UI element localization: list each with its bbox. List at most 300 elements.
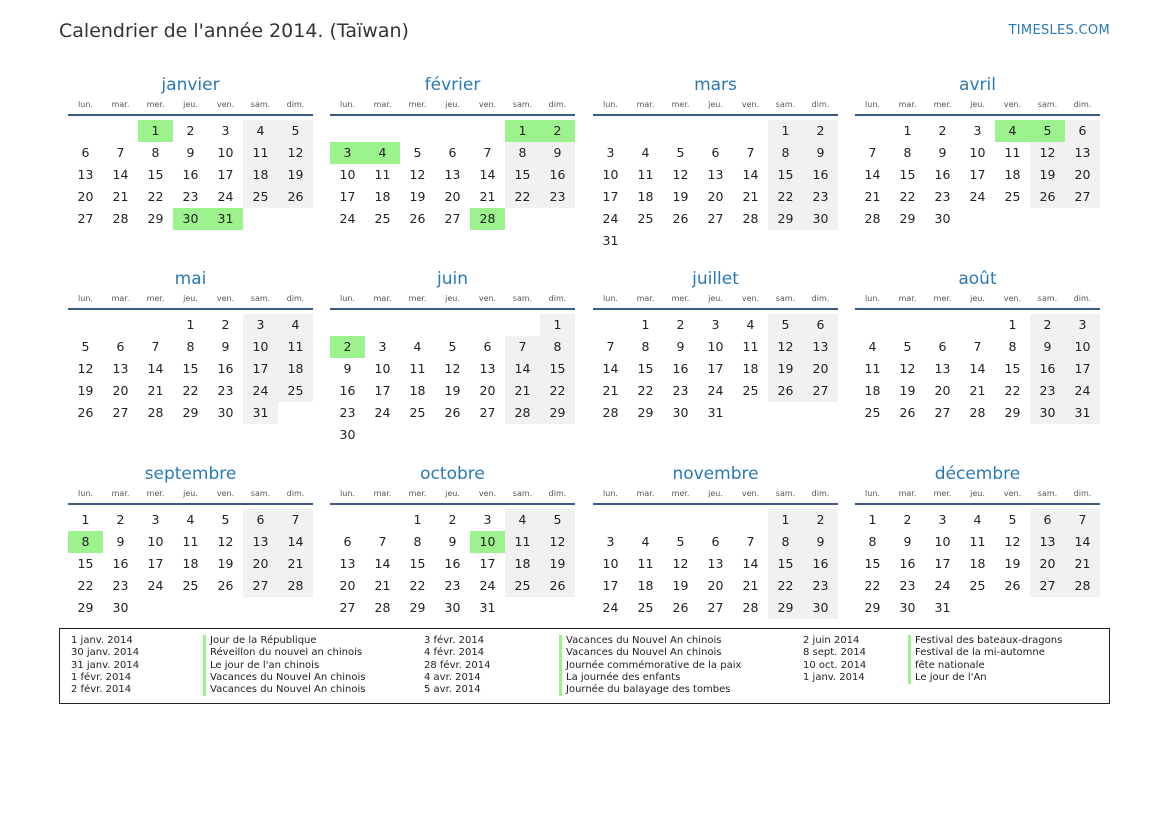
weekday-label: mer.: [408, 489, 427, 498]
legend-dates-col-1: [71, 635, 139, 696]
day-cell: 16: [444, 556, 461, 571]
month-8: [855, 268, 1100, 424]
legend-holiday-name: Journée du balayage des tombes: [559, 684, 741, 696]
day-cell: 5: [903, 339, 912, 354]
day-cell: 7: [483, 145, 492, 160]
weekday-label: lun.: [603, 489, 618, 498]
day-cell: 22: [768, 575, 803, 597]
day-grid: [68, 116, 313, 230]
weekday-label: mer.: [146, 489, 165, 498]
day-cell: 29: [899, 211, 916, 226]
day-cell: 23: [672, 383, 689, 398]
day-cell: 7: [1065, 509, 1100, 531]
day-cell: 29: [182, 405, 199, 420]
site-logo[interactable]: TIMESLES.COM: [1008, 23, 1110, 38]
day-cell: 16: [1030, 358, 1065, 380]
legend-date: 3 févr. 2014: [424, 635, 485, 646]
weekday-label: dim.: [548, 294, 567, 303]
empty-cell: [663, 509, 698, 531]
day-cell: 8: [505, 142, 540, 164]
day-cell: 30: [1030, 402, 1065, 424]
day-cell: 30: [803, 597, 838, 619]
weekday-label: mar.: [898, 489, 917, 498]
day-cell: 22: [864, 578, 881, 593]
day-cell: 6: [1030, 509, 1065, 531]
day-cell: 10: [147, 534, 164, 549]
empty-cell: [628, 509, 663, 531]
day-cell: 19: [1004, 556, 1021, 571]
weekday-label: mer.: [933, 100, 952, 109]
day-cell: 18: [505, 553, 540, 575]
day-cell: 4: [868, 339, 877, 354]
day-cell: 13: [707, 167, 724, 182]
day-cell: 3: [243, 314, 278, 336]
day-grid: [330, 116, 575, 230]
weekday-label: mar.: [111, 294, 130, 303]
holiday-day-cell: 1: [138, 120, 173, 142]
weekday-label: ven.: [478, 100, 497, 109]
day-cell: 22: [540, 380, 575, 402]
day-cell: 24: [374, 405, 391, 420]
month-7: [593, 268, 838, 424]
day-cell: 14: [479, 167, 496, 182]
day-cell: 18: [637, 578, 654, 593]
day-cell: 29: [768, 208, 803, 230]
day-cell: 24: [243, 380, 278, 402]
day-cell: 14: [602, 361, 619, 376]
holiday-day-cell: 3: [330, 142, 365, 164]
day-cell: 25: [243, 186, 278, 208]
day-cell: 28: [374, 600, 391, 615]
holiday-legend: [59, 628, 1110, 704]
legend-date: 8 sept. 2014: [803, 647, 866, 659]
day-cell: 17: [243, 358, 278, 380]
day-cell: 17: [1065, 358, 1100, 380]
month-12: [855, 463, 1100, 619]
weekday-label: jeu.: [445, 489, 460, 498]
weekday-label: dim.: [548, 100, 567, 109]
empty-cell: [505, 314, 540, 336]
day-cell: 24: [602, 600, 619, 615]
day-cell: 23: [934, 189, 951, 204]
day-cell: 9: [116, 534, 125, 549]
day-cell: 16: [803, 553, 838, 575]
weekday-header: [855, 292, 1100, 310]
holiday-day-cell: 5: [1030, 120, 1065, 142]
day-cell: 6: [711, 534, 720, 549]
day-cell: 26: [672, 600, 689, 615]
empty-cell: [365, 120, 400, 142]
weekday-label: dim.: [286, 294, 305, 303]
day-cell: 30: [112, 600, 129, 615]
day-cell: 31: [243, 402, 278, 424]
day-cell: 28: [505, 402, 540, 424]
holiday-day-cell: 31: [208, 208, 243, 230]
day-cell: 27: [707, 211, 724, 226]
holiday-day-cell: 28: [470, 208, 505, 230]
month-name: août: [958, 269, 997, 289]
holiday-day-cell: 1: [505, 120, 540, 142]
day-cell: 25: [182, 578, 199, 593]
weekday-header: [330, 292, 575, 310]
empty-cell: [330, 120, 365, 142]
empty-cell: [138, 314, 173, 336]
empty-cell: [733, 120, 768, 142]
day-cell: 6: [711, 145, 720, 160]
day-cell: 25: [864, 405, 881, 420]
day-cell: 31: [479, 600, 496, 615]
weekday-label: jeu.: [970, 489, 985, 498]
weekday-label: dim.: [286, 489, 305, 498]
day-cell: 3: [378, 339, 387, 354]
day-cell: 26: [77, 405, 94, 420]
day-cell: 17: [374, 383, 391, 398]
day-cell: 12: [278, 142, 313, 164]
day-cell: 22: [77, 578, 94, 593]
day-cell: 17: [602, 578, 619, 593]
day-cell: 15: [864, 556, 881, 571]
day-cell: 1: [868, 512, 877, 527]
day-cell: 21: [969, 383, 986, 398]
weekday-label: mer.: [671, 489, 690, 498]
day-cell: 15: [505, 164, 540, 186]
empty-cell: [330, 314, 365, 336]
day-cell: 26: [278, 186, 313, 208]
empty-cell: [435, 120, 470, 142]
day-cell: 3: [973, 123, 982, 138]
day-cell: 17: [479, 556, 496, 571]
day-cell: 11: [1004, 145, 1021, 160]
weekday-header: [68, 292, 313, 310]
day-cell: 14: [864, 167, 881, 182]
weekday-label: sam.: [1037, 100, 1058, 109]
day-cell: 2: [938, 123, 947, 138]
day-cell: 1: [186, 317, 195, 332]
day-cell: 29: [1004, 405, 1021, 420]
day-cell: 15: [182, 361, 199, 376]
day-cell: 15: [409, 556, 426, 571]
day-cell: 11: [278, 336, 313, 358]
day-cell: 24: [707, 383, 724, 398]
holiday-day-cell: 4: [365, 142, 400, 164]
day-grid: [593, 310, 838, 424]
day-cell: 21: [864, 189, 881, 204]
day-cell: 5: [676, 534, 685, 549]
day-cell: 28: [602, 405, 619, 420]
weekday-label: mar.: [373, 100, 392, 109]
day-cell: 19: [540, 553, 575, 575]
month-name: février: [424, 75, 481, 95]
day-cell: 19: [77, 383, 94, 398]
day-cell: 27: [243, 575, 278, 597]
day-cell: 21: [742, 578, 759, 593]
weekday-label: dim.: [1073, 294, 1092, 303]
day-cell: 6: [803, 314, 838, 336]
weekday-label: sam.: [1037, 294, 1058, 303]
day-cell: 29: [540, 402, 575, 424]
day-cell: 17: [147, 556, 164, 571]
day-cell: 2: [803, 509, 838, 531]
empty-cell: [593, 314, 628, 336]
day-cell: 5: [278, 120, 313, 142]
month-6: [330, 268, 575, 446]
day-grid: [593, 505, 838, 619]
empty-cell: [698, 509, 733, 531]
legend-date: 1 janv. 2014: [71, 635, 133, 646]
legend-date: 1 janv. 2014: [803, 671, 865, 683]
day-cell: 14: [742, 167, 759, 182]
legend-date: 1 févr. 2014: [71, 671, 132, 683]
day-cell: 29: [409, 600, 426, 615]
day-cell: 9: [448, 534, 457, 549]
day-cell: 2: [903, 512, 912, 527]
day-cell: 20: [934, 383, 951, 398]
month-name: septembre: [144, 464, 237, 484]
day-cell: 30: [217, 405, 234, 420]
weekday-label: mar.: [111, 100, 130, 109]
weekday-label: dim.: [286, 100, 305, 109]
legend-names-col-3: [908, 635, 1062, 684]
legend-date: 2 juin 2014: [803, 635, 860, 646]
day-cell: 21: [505, 380, 540, 402]
day-cell: 2: [448, 512, 457, 527]
weekday-label: dim.: [1073, 100, 1092, 109]
weekday-label: dim.: [1073, 489, 1092, 498]
legend-names-col-1: [203, 635, 365, 696]
day-cell: 24: [602, 211, 619, 226]
weekday-label: mer.: [146, 100, 165, 109]
day-cell: 11: [742, 339, 759, 354]
day-cell: 6: [448, 145, 457, 160]
day-cell: 28: [278, 575, 313, 597]
day-cell: 8: [641, 339, 650, 354]
weekday-label: jeu.: [183, 100, 198, 109]
day-cell: 4: [243, 120, 278, 142]
weekday-label: lun.: [78, 489, 93, 498]
month-name: janvier: [161, 75, 220, 95]
day-cell: 11: [505, 531, 540, 553]
day-cell: 20: [243, 553, 278, 575]
legend-dates-col-2: [424, 635, 491, 696]
legend-date: 31 janv. 2014: [71, 659, 140, 671]
day-cell: 14: [742, 556, 759, 571]
weekday-label: mar.: [636, 294, 655, 303]
day-cell: 12: [444, 361, 461, 376]
weekday-header: [593, 98, 838, 116]
day-cell: 31: [1065, 402, 1100, 424]
day-cell: 9: [803, 142, 838, 164]
weekday-label: sam.: [775, 489, 796, 498]
day-cell: 28: [742, 600, 759, 615]
legend-date: 4 avr. 2014: [424, 671, 481, 683]
day-cell: 16: [672, 361, 689, 376]
empty-cell: [593, 120, 628, 142]
weekday-header: [855, 487, 1100, 505]
day-cell: 4: [641, 534, 650, 549]
legend-holiday-name: La journée des enfants: [559, 672, 741, 684]
day-cell: 16: [934, 167, 951, 182]
weekday-label: sam.: [1037, 489, 1058, 498]
empty-cell: [365, 509, 400, 531]
weekday-label: lun.: [340, 100, 355, 109]
day-cell: 7: [868, 145, 877, 160]
day-cell: 17: [707, 361, 724, 376]
day-cell: 24: [1065, 380, 1100, 402]
day-cell: 11: [243, 142, 278, 164]
day-cell: 22: [182, 383, 199, 398]
day-cell: 17: [969, 167, 986, 182]
day-cell: 7: [746, 534, 755, 549]
day-cell: 9: [676, 339, 685, 354]
day-cell: 5: [413, 145, 422, 160]
day-cell: 29: [637, 405, 654, 420]
day-cell: 11: [374, 167, 391, 182]
weekday-label: mer.: [146, 294, 165, 303]
day-cell: 14: [969, 361, 986, 376]
weekday-label: mar.: [373, 489, 392, 498]
weekday-label: mar.: [636, 100, 655, 109]
weekday-label: jeu.: [708, 294, 723, 303]
day-cell: 7: [746, 145, 755, 160]
day-cell: 21: [602, 383, 619, 398]
day-cell: 16: [339, 383, 356, 398]
day-cell: 1: [1008, 317, 1017, 332]
day-cell: 28: [112, 211, 129, 226]
day-cell: 25: [278, 380, 313, 402]
day-cell: 17: [217, 167, 234, 182]
legend-date: 2 févr. 2014: [71, 684, 132, 696]
day-cell: 26: [1004, 578, 1021, 593]
day-cell: 27: [444, 211, 461, 226]
month-name: avril: [959, 75, 996, 95]
day-cell: 3: [483, 512, 492, 527]
day-cell: 11: [864, 361, 881, 376]
day-cell: 19: [1030, 164, 1065, 186]
day-cell: 3: [938, 512, 947, 527]
day-cell: 26: [1030, 186, 1065, 208]
day-cell: 25: [637, 600, 654, 615]
empty-cell: [330, 509, 365, 531]
day-cell: 26: [444, 405, 461, 420]
day-cell: 23: [339, 405, 356, 420]
weekday-label: mar.: [373, 294, 392, 303]
weekday-label: dim.: [548, 489, 567, 498]
month-1: [68, 74, 313, 230]
day-cell: 13: [934, 361, 951, 376]
day-cell: 16: [540, 164, 575, 186]
day-cell: 19: [768, 358, 803, 380]
day-cell: 24: [147, 578, 164, 593]
day-cell: 10: [374, 361, 391, 376]
empty-cell: [663, 120, 698, 142]
day-cell: 15: [899, 167, 916, 182]
day-cell: 3: [606, 534, 615, 549]
day-cell: 18: [278, 358, 313, 380]
weekday-label: ven.: [1003, 294, 1022, 303]
day-grid: [855, 310, 1100, 424]
day-cell: 27: [1065, 186, 1100, 208]
day-cell: 20: [77, 189, 94, 204]
weekday-label: sam.: [512, 489, 533, 498]
legend-holiday-name: Jour de la République: [203, 635, 365, 647]
day-cell: 5: [1008, 512, 1017, 527]
day-grid: [330, 505, 575, 619]
day-cell: 7: [606, 339, 615, 354]
day-cell: 18: [409, 383, 426, 398]
weekday-label: lun.: [603, 294, 618, 303]
day-cell: 1: [413, 512, 422, 527]
holiday-day-cell: 30: [173, 208, 208, 230]
day-grid: [593, 116, 838, 252]
weekday-label: sam.: [512, 294, 533, 303]
month-name: décembre: [934, 464, 1021, 484]
day-cell: 3: [606, 145, 615, 160]
day-cell: 21: [112, 189, 129, 204]
weekday-header: [330, 98, 575, 116]
weekday-label: ven.: [1003, 489, 1022, 498]
day-cell: 1: [540, 314, 575, 336]
day-cell: 5: [768, 314, 803, 336]
day-cell: 21: [147, 383, 164, 398]
weekday-label: lun.: [865, 100, 880, 109]
day-cell: 18: [864, 383, 881, 398]
day-cell: 10: [217, 145, 234, 160]
legend-holiday-name: Réveillon du nouvel an chinois: [203, 647, 365, 659]
day-cell: 31: [602, 233, 619, 248]
day-cell: 19: [899, 383, 916, 398]
day-cell: 21: [374, 578, 391, 593]
month-name: juin: [437, 269, 468, 289]
weekday-label: mer.: [408, 294, 427, 303]
day-cell: 16: [803, 164, 838, 186]
day-cell: 6: [343, 534, 352, 549]
day-cell: 17: [934, 556, 951, 571]
day-cell: 6: [116, 339, 125, 354]
weekday-header: [593, 487, 838, 505]
day-cell: 10: [602, 556, 619, 571]
weekday-label: ven.: [478, 489, 497, 498]
day-cell: 30: [672, 405, 689, 420]
day-cell: 30: [934, 211, 951, 226]
day-cell: 16: [217, 361, 234, 376]
day-cell: 14: [374, 556, 391, 571]
day-grid: [68, 505, 313, 619]
day-cell: 26: [672, 211, 689, 226]
day-cell: 4: [973, 512, 982, 527]
day-cell: 9: [803, 531, 838, 553]
legend-holiday-name: Vacances du Nouvel An chinois: [559, 635, 741, 647]
day-cell: 14: [505, 358, 540, 380]
empty-cell: [435, 314, 470, 336]
empty-cell: [470, 120, 505, 142]
day-cell: 8: [768, 142, 803, 164]
day-cell: 10: [1065, 336, 1100, 358]
day-cell: 19: [217, 556, 234, 571]
day-cell: 1: [641, 317, 650, 332]
day-cell: 5: [221, 512, 230, 527]
day-cell: 12: [768, 336, 803, 358]
day-cell: 12: [1030, 142, 1065, 164]
day-cell: 28: [969, 405, 986, 420]
day-cell: 13: [803, 336, 838, 358]
day-cell: 23: [1030, 380, 1065, 402]
legend-date: 30 janv. 2014: [71, 647, 140, 659]
day-cell: 11: [409, 361, 426, 376]
day-cell: 11: [637, 167, 654, 182]
day-cell: 15: [637, 361, 654, 376]
day-cell: 16: [899, 556, 916, 571]
day-cell: 4: [413, 339, 422, 354]
